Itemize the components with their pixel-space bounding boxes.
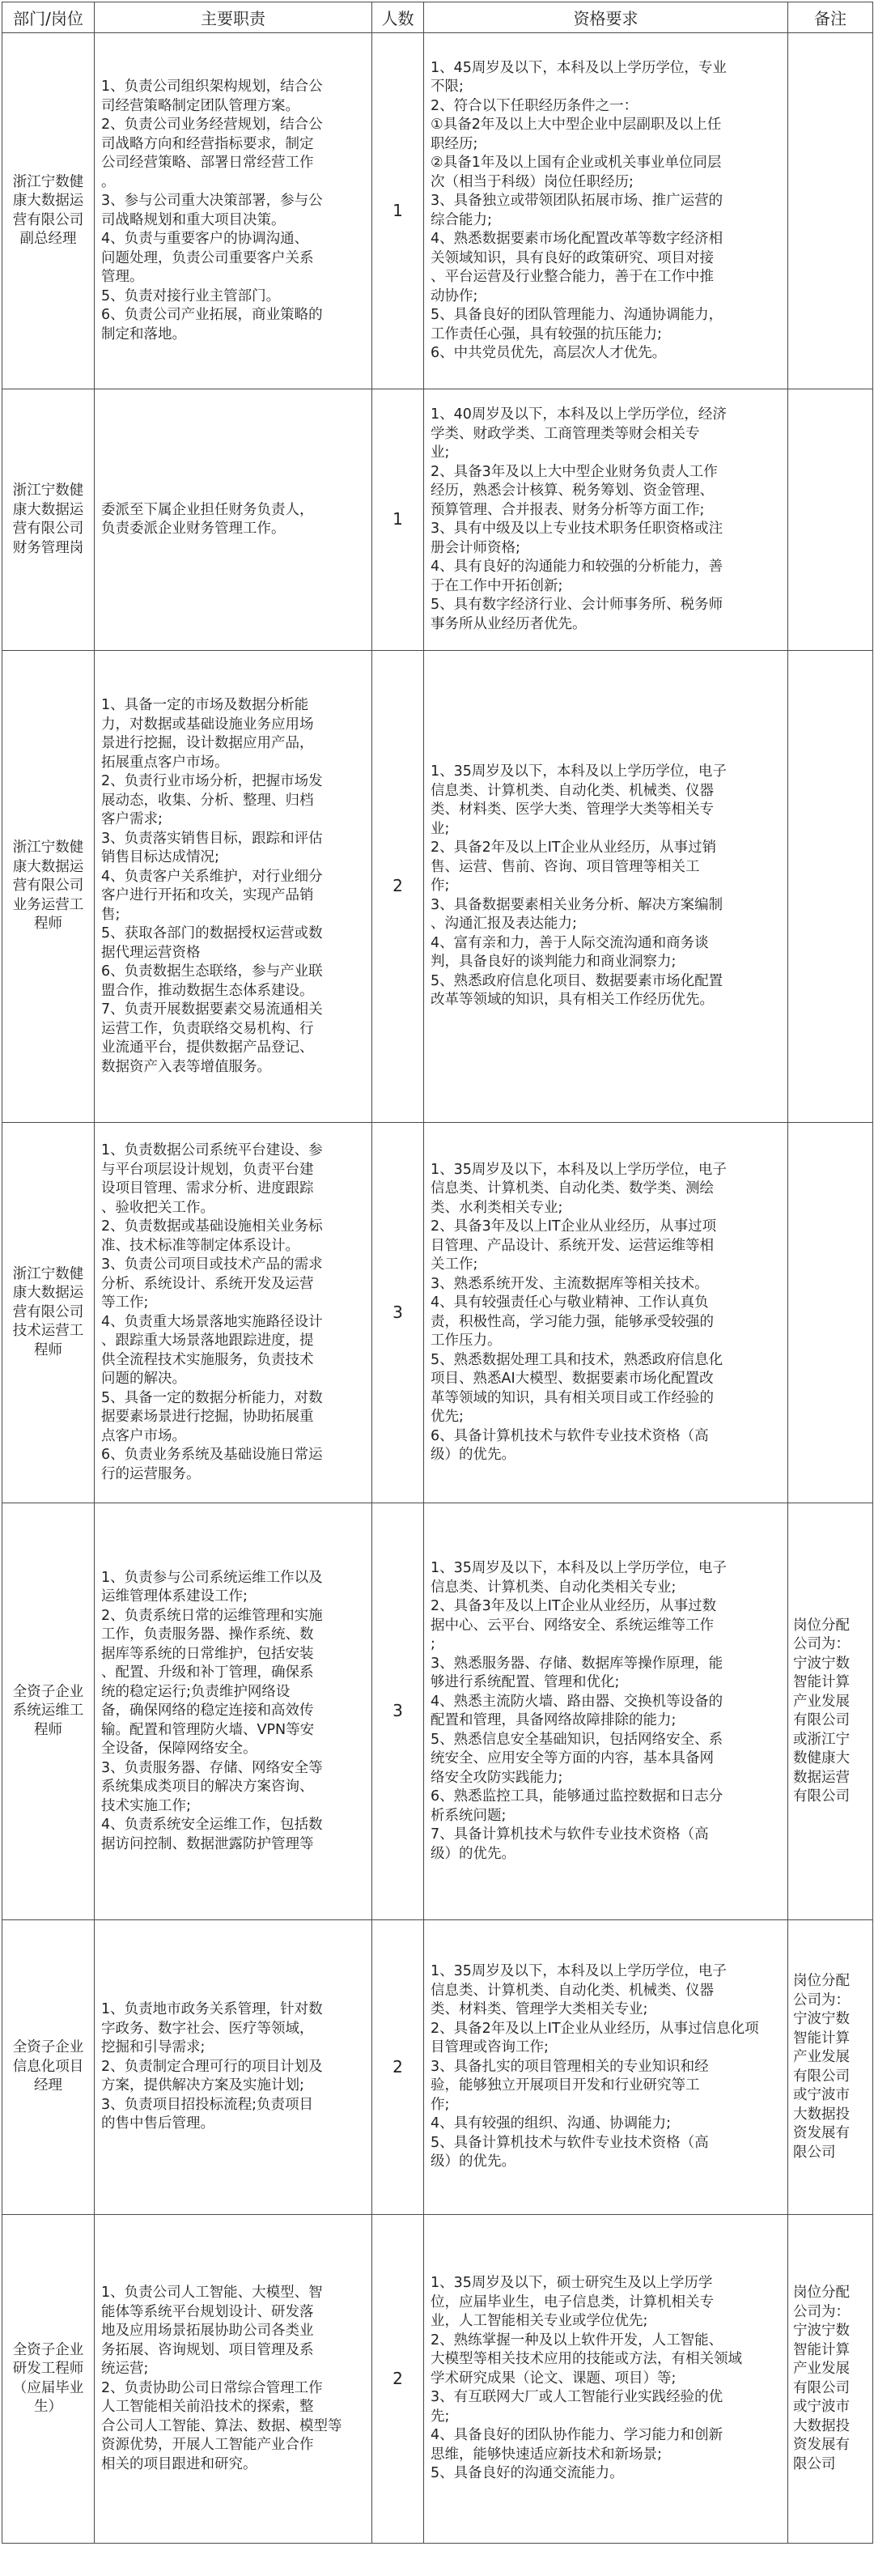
requirements-line: 经历，熟悉会计核算、税务筹划、资金管理、 [431,482,714,499]
requirements-line: 1、35周岁及以下，本科及以上学历学位，电子 [431,1161,727,1178]
requirements-line: 5、熟悉信息安全基础知识，包括网络安全、系 [431,1731,723,1748]
notes-cell [788,1503,873,1920]
duties-line: 景进行挖掘，设计数据应用产品， [101,735,314,751]
requirements-cell [424,389,788,651]
duties-line: 拓展重点客户市场。 [101,754,229,771]
requirements-line: 信息类、计算机类、自动化类、机械类、仪器 [431,1982,714,1999]
duties-line: 据访问控制、数据泄露防护管理等 [101,1835,314,1852]
requirements-line: 够进行系统配置、管理和优化; [431,1674,620,1690]
requirements-line: 业，人工智能相关专业或学位优先; [431,2313,648,2330]
requirements-cell [424,1123,788,1503]
notes-line: 岗位分配 [793,2285,850,2301]
notes-line: 有限公司 [793,1788,850,1804]
requirements-line: 统安全、应用安全等方面的内容，基本具备网 [431,1750,714,1766]
notes-cell [788,389,873,651]
notes-line: 有限公司 [793,1712,850,1728]
duties-line: 6、负责数据生态联络，参与产业联 [101,963,323,980]
requirements-line: 关领域知识，具有良好的政策研究、项目对接 [431,249,714,266]
table-body [2,33,873,2544]
requirements-line: 1、35周岁及以下，本科及以上学历学位，电子 [431,1963,727,1980]
notes-line: 智能计算 [793,1674,850,1690]
duties-line: 备，确保网络的稳定连接和高效传 [101,1702,314,1719]
requirements-line: 5、具备计算机技术与软件专业技术资格（高 [431,2134,709,2151]
duties-line: 人工智能相关前沿技术的探索，整 [101,2399,314,2415]
count-cell: 1 [372,33,424,389]
duties-line: 3、负责项目招投标流程;负责项目 [101,2096,314,2113]
duties-line: 3、负责公司项目或技术产品的需求 [101,1256,323,1273]
dept-line: （应届毕业 [12,2379,84,2396]
duties-line: 管理。 [101,269,144,285]
requirements-line: 工作压力。 [431,1333,502,1349]
requirements-line: 6、中共党员优先，高层次人才优先。 [431,345,667,361]
count-cell: 3 [372,1503,424,1920]
count-cell: 2 [372,1920,424,2215]
requirements-line: 学术研究成果（论文、课题、项目）等; [431,2370,677,2387]
requirements-line: 、沟通汇报及表达能力; [431,916,577,933]
requirements-line: 4、富有亲和力，善于人际交流沟通和商务谈 [431,934,709,951]
notes-cell [788,1123,873,1503]
duties-line: 运营工作，负责联络交易机构、行 [101,1020,314,1037]
duties-line: 统的稳定运行;负责维护网络设 [101,1683,291,1700]
duties-line: 展动态，收集、分析、整理、归档 [101,792,314,809]
requirements-line: 2、具备3年及以上大中型企业财务负责人工作 [431,463,718,480]
duties-line: 准、技术标准等制定体系设计。 [101,1237,299,1254]
notes-line: 岗位分配 [793,1617,850,1634]
duties-line: 1、负责参与公司系统运维工作以及 [101,1569,323,1586]
notes-line: 宁波宁数 [793,2323,850,2339]
dept-line: 经理 [34,2077,62,2094]
notes-line: 智能计算 [793,2341,850,2358]
duties-line: 、跟踪重大场景落地跟踪进度，提 [101,1333,314,1349]
notes-line: 或宁波市 [793,2087,850,2103]
dept-line: 康大数据运 [12,193,84,209]
duties-line: 1、负责地市政务关系管理，针对数 [101,2001,323,2018]
count-cell: 3 [372,1123,424,1503]
duties-cell [95,1123,372,1503]
duties-line: 7、负责开展数据要素交易流通相关 [101,1001,323,1018]
table-row [2,1503,873,1920]
requirements-line: 判，具备良好的谈判能力和商业洞察力; [431,954,677,971]
requirements-line: 业; [431,444,450,461]
duties-line: 地及应用场景拓展协助公司各类业 [101,2323,314,2339]
requirements-line: 1、35周岁及以下，硕士研究生及以上学历学 [431,2275,713,2292]
notes-line: 或浙江宁 [793,1731,850,1748]
header-requirements: 资格要求 [424,2,788,33]
dept-cell [2,1920,95,2215]
notes-cell [788,2215,873,2544]
requirements-line: 项目、熟悉AI大模型、数据要素市场化配置改 [431,1371,714,1387]
requirements-line: 类、水利类相关专业; [431,1199,563,1216]
requirements-line: 预算管理、合并报表、财务分析等方面工作; [431,501,705,518]
requirements-line: 3、具有中级及以上专业技术职务任职资格或注 [431,521,723,537]
header-notes: 备注 [788,2,873,33]
table-row [2,651,873,1123]
requirements-line: 1、35周岁及以下，本科及以上学历学位，电子 [431,763,727,780]
dept-line: 康大数据运 [12,1285,84,1302]
duties-line: 据要素场景进行挖掘，协助拓展重 [101,1409,314,1425]
duties-line: 委派至下属企业担任财务负责人， [101,501,314,518]
duties-line: 与平台项层设计规划，负责平台建 [101,1161,314,1178]
count-cell: 2 [372,2215,424,2544]
requirements-line: 4、熟悉数据要素市场化配置改革等数字经济相 [431,231,723,247]
notes-cell [788,1920,873,2215]
dept-cell [2,1123,95,1503]
requirements-line: ①具备2年及以上大中型企业中层副职及以上任 [431,117,722,133]
requirements-cell [424,1920,788,2215]
dept-cell [2,651,95,1123]
duties-line: 技术实施工作; [101,1797,191,1814]
dept-cell [2,2215,95,2544]
duties-line: 6、负责公司产业拓展，商业策略的 [101,307,323,323]
requirements-line: 关工作; [431,1256,478,1273]
requirements-line: 5、熟悉数据处理工具和技术，熟悉政府信息化 [431,1351,723,1368]
recruitment-table [2,2,873,2544]
duties-line: 4、负责与重要客户的协调沟通、 [101,231,309,247]
duties-line: 3、负责服务器、存储、网络安全等 [101,1759,323,1776]
duties-cell [95,2215,372,2544]
requirements-cell [424,33,788,389]
duties-line: 等工作; [101,1294,149,1311]
requirements-line: 职经历; [431,135,478,152]
notes-line: 产业发展 [793,2049,850,2065]
duties-line: 2、负责制定合理可行的项目计划及 [101,2058,323,2075]
duties-line: 合公司人工智能、算法、数据、模型等 [101,2417,342,2434]
duties-line: 5、获取各部门的数据授权运营或数 [101,925,323,942]
duties-line: 4、负责重大场景落地实施路径设计 [101,1313,323,1330]
dept-line: 营有限公司 [12,211,84,228]
requirements-line: 络安全攻防实践能力; [431,1769,563,1786]
duties-line: 业流通平台，提供数据产品登记、 [101,1039,314,1056]
duties-line: 。 [101,173,116,190]
notes-line: 资发展有 [793,2125,850,2141]
notes-line: 数健康大 [793,1750,850,1766]
duties-line: 点客户市场。 [101,1427,186,1444]
header-count: 人数 [372,2,424,33]
requirements-line: 责，积极性高，学习能力强，能够承受较强的 [431,1313,714,1330]
dept-cell [2,1503,95,1920]
notes-line: 或宁波市 [793,2399,850,2415]
duties-line: 盟合作，推动数据生态体系建设。 [101,982,314,999]
requirements-line: 作; [431,878,450,895]
notes-line: 智能计算 [793,2030,850,2047]
duties-line: 方案，提供解决方案及实施计划; [101,2077,304,2094]
requirements-line: 5、具备良好的团队管理能力、沟通协调能力， [431,307,723,323]
duties-line: 务拓展、咨询规划、项目管理及系 [101,2341,314,2358]
dept-line: 营有限公司 [12,878,84,895]
duties-line: 挖掘和引导需求; [101,2039,206,2056]
duties-line: 供全流程技术实施服务，负责技术 [101,1351,314,1368]
requirements-line: 册会计师资格; [431,539,520,556]
count-cell: 1 [372,389,424,651]
requirements-line: 事务所从业经历者优先。 [431,615,587,632]
requirements-cell [424,651,788,1123]
requirements-line: 2、符合以下任职经历条件之一： [431,97,639,114]
requirements-cell [424,1503,788,1920]
dept-line: 康大数据运 [12,501,84,518]
notes-line: 产业发展 [793,1693,850,1710]
duties-line: 设项目管理、需求分析、进度跟踪 [101,1180,314,1197]
dept-line: 浙江宁数健 [12,482,84,499]
duties-line: 运维管理体系建设工作; [101,1588,248,1605]
requirements-line: 信息类、计算机类、自动化类、机械类、仪器 [431,782,714,799]
requirements-line: 3、具备独立或带领团队拓展市场、推广运营的 [431,193,723,209]
dept-line: 营有限公司 [12,521,84,537]
duties-line: 5、负责对接行业主管部门。 [101,287,281,304]
notes-line: 资发展有 [793,2437,850,2453]
header-dept: 部门/岗位 [2,2,95,33]
requirements-line: 2、熟练掌握一种及以上软件开发，人工智能、 [431,2332,723,2349]
requirements-line: 4、熟悉主流防火墙、路由器、交换机等设备的 [431,1693,723,1710]
notes-line: 有限公司 [793,2379,850,2396]
requirements-line: 动协作; [431,287,478,304]
notes-line: 限公司 [793,2144,836,2161]
requirements-line: 综合能力; [431,211,492,228]
duties-line: 2、负责协助公司日常综合管理工作 [101,2379,323,2396]
duties-line: 负责委派企业财务管理工作。 [101,521,286,537]
table-row [2,1920,873,2215]
notes-line: 限公司 [793,2455,836,2472]
notes-line: 公司为： [793,2303,850,2320]
requirements-line: 5、具有数字经济行业、会计师事务所、税务师 [431,597,723,613]
requirements-line: 业; [431,820,450,837]
requirements-line: 1、35周岁及以下，本科及以上学历学位，电子 [431,1560,727,1576]
duties-line: 制定和落地。 [101,325,186,342]
duties-line: 客户进行开拓和攻关，实现产品销 [101,887,314,903]
requirements-line: 级）的优先。 [431,1447,515,1463]
requirements-line: 作; [431,2096,450,2113]
dept-line: 程师 [34,1341,62,1358]
duties-line: 6、负责业务系统及基础设施日常运 [101,1447,323,1463]
requirements-line: 3、具备扎实的项目管理相关的专业知识和经 [431,2058,709,2075]
notes-line: 产业发展 [793,2361,850,2377]
notes-line: 宁波宁数 [793,1655,850,1672]
requirements-line: 次（相当于科级）岗位任职经历; [431,173,634,190]
notes-cell [788,33,873,389]
notes-line: 数据运营 [793,1769,850,1786]
dept-line: 业务运营工 [12,896,84,913]
requirements-line: 2、具备3年及以上IT企业从业经历，从事过数 [431,1598,717,1614]
duties-line: 能体等系统平台规划设计、研发落 [101,2303,314,2320]
requirements-line: 4、具有较强的组织、沟通、协调能力; [431,2115,672,2132]
requirements-line: 3、熟悉服务器、存储、数据库等操作原理，能 [431,1655,723,1672]
requirements-line: 2、具备2年及以上IT企业从业经历，从事过信息化项 [431,2020,759,2037]
requirements-line: 1、45周岁及以下，本科及以上学历学位，专业 [431,59,727,76]
duties-line: 4、负责客户关系维护，对行业细分 [101,868,323,885]
requirements-line: 3、具备数据要素相关业务分析、解决方案编制 [431,896,723,913]
requirements-line: 信息类、计算机类、自动化类相关专业; [431,1579,677,1596]
notes-line: 公司为： [793,1636,850,1652]
dept-line: 营有限公司 [12,1303,84,1320]
duties-cell [95,389,372,651]
duties-line: 2、负责数据或基础设施相关业务标 [101,1218,323,1235]
duties-line: 输。配置和管理防火墙、VPN等安 [101,1721,315,1738]
requirements-line: 析系统问题; [431,1807,507,1824]
notes-cell [788,651,873,1123]
duties-line: 全设备，保障网络安全。 [101,1741,257,1758]
duties-line: 客户需求; [101,811,163,827]
duties-line: 资源优势，开展人工智能产业合作 [101,2437,314,2453]
duties-line: 系统集成类项目的解决方案咨询、 [101,1779,314,1796]
notes-line: 大数据投 [793,2106,850,2123]
dept-line: 全资子企业 [12,2341,84,2358]
notes-line: 有限公司 [793,2068,850,2085]
duties-line: 数据资产入表等增值服务。 [101,1058,271,1075]
requirements-line: 1、40周岁及以下，本科及以上学历学位，经济 [431,406,727,423]
duties-line: 2、负责行业市场分析，把握市场发 [101,773,323,789]
requirements-line: 据中心、云平台、网络安全、系统运维等工作 [431,1617,714,1634]
duties-line: 1、负责公司人工智能、大模型、智 [101,2285,323,2301]
requirements-line: 6、具备计算机技术与软件专业技术资格（高 [431,1427,709,1444]
dept-line: 康大数据运 [12,858,84,875]
dept-line: 程师 [34,916,62,933]
duties-cell [95,33,372,389]
requirements-line: 4、具有良好的沟通能力和较强的分析能力，善 [431,559,723,575]
requirements-line: 信息类、计算机类、自动化类、数学类、测绘 [431,1180,714,1197]
dept-cell [2,389,95,651]
duties-cell [95,1920,372,2215]
requirements-line: 级）的优先。 [431,2153,515,2170]
duties-line: 1、负责公司组织架构规划，结合公 [101,79,323,95]
duties-line: 3、负责落实销售目标，跟踪和评估 [101,830,323,847]
dept-line: 浙江宁数健 [12,840,84,857]
recruitment-table-page [0,2,874,2576]
duties-line: 据代理运营资格 [101,944,201,961]
requirements-line: 目管理、产品设计、系统开发、运营运维等相 [431,1237,714,1254]
dept-line: 研发工程师 [12,2361,84,2377]
duties-line: 据库等系统的日常维护，包括安装 [101,1645,314,1662]
dept-line: 技术运营工 [12,1323,84,1340]
requirements-cell [424,2215,788,2544]
dept-line: 系统运维工 [12,1702,84,1719]
header-row [2,2,873,33]
requirements-line: 6、熟悉监控工具，能够通过监控数据和日志分 [431,1788,723,1804]
duties-line: 统运营; [101,2361,149,2377]
dept-line: 浙江宁数健 [12,173,84,190]
requirements-line: 类、材料类、医学大类、管理学大类等相关专 [431,801,714,818]
requirements-line: 、平台运营及行业整合能力，善于在工作中推 [431,269,714,285]
requirements-line: 不限; [431,79,464,95]
requirements-line: ; [431,1636,435,1652]
duties-cell [95,1503,372,1920]
requirements-line: 4、具备良好的团队协作能力、学习能力和创新 [431,2427,723,2444]
duties-line: 字政务、数字社会、医疗等领域， [101,2020,314,2037]
requirements-line: 位，应届毕业生，电子信息类，计算机相关专 [431,2293,714,2310]
notes-line: 公司为： [793,1992,850,2009]
requirements-line: 3、熟悉系统开发、主流数据库等相关技术。 [431,1275,709,1292]
requirements-line: 于在工作中开拓创新; [431,577,563,594]
requirements-line: 优先; [431,1409,464,1425]
duties-line: 、配置、升级和补丁管理，确保系 [101,1664,314,1681]
requirements-line: 类、材料类、管理学大类相关专业; [431,2001,648,2018]
duties-line: 4、负责系统安全运维工作，包括数 [101,1817,323,1834]
requirements-line: 验，能够独立开展项目开发和行业研究等工 [431,2077,700,2094]
duties-line: 1、具备一定的市场及数据分析能 [101,697,309,713]
duties-line: 司战略规划和重大项目决策。 [101,211,286,228]
duties-line: 相关的项目跟进和研究。 [101,2455,257,2472]
duties-line: 售; [101,906,121,923]
requirements-line: 5、具备良好的沟通交流能力。 [431,2465,624,2482]
duties-line: 的售中售后管理。 [101,2115,214,2132]
header-duties: 主要职责 [95,2,372,33]
requirements-line: 革等领域的知识，具有相关项目或工作经验的 [431,1389,714,1406]
table-row [2,389,873,651]
dept-line: 程师 [34,1721,62,1738]
dept-line: 浙江宁数健 [12,1265,84,1282]
duties-line: 3、参与公司重大决策部署，参与公 [101,193,323,209]
duties-line: 行的运营服务。 [101,1465,201,1482]
dept-cell [2,33,95,389]
duties-line: 力，对数据或基础设施业务应用场 [101,716,314,733]
requirements-line: 2、具备2年及以上IT企业从业经历，从事过销 [431,840,717,857]
requirements-line: 目管理或咨询工作; [431,2039,549,2056]
duties-line: 销售目标达成情况; [101,849,219,865]
duties-line: 问题处理，负责公司重要客户关系 [101,249,314,266]
requirements-line: 配置和管理，具备网络故障排除的能力; [431,1712,677,1728]
dept-line: 全资子企业 [12,2039,84,2056]
dept-line: 全资子企业 [12,1683,84,1700]
table-row [2,1123,873,1503]
requirements-line: 改革等领域的知识，具有相关工作经历优先。 [431,992,714,1009]
duties-line: 1、负责数据公司系统平台建设、参 [101,1142,323,1158]
requirements-line: 7、具备计算机技术与软件专业技术资格（高 [431,1826,709,1843]
requirements-line: 级）的优先。 [431,1845,515,1862]
notes-line: 岗位分配 [793,1973,850,1989]
duties-line: 司战略方向和经营指标要求，制定 [101,135,314,152]
requirements-line: 售、运营、售前、咨询、项目管理等相关工 [431,858,700,875]
duties-cell [95,651,372,1123]
duties-line: 问题的解决。 [101,1371,186,1387]
duties-line: 5、具备一定的数据分析能力，对数 [101,1389,323,1406]
duties-line: 公司经营策略、部署日常经营工作 [101,155,314,171]
notes-line: 宁波宁数 [793,2011,850,2027]
count-cell: 2 [372,651,424,1123]
table-row [2,33,873,389]
requirements-line: 先; [431,2408,450,2425]
requirements-line: 学类、财政学类、工商管理类等财会相关专 [431,425,700,442]
duties-line: 、验收把关工作。 [101,1199,214,1216]
duties-line: 2、负责系统日常的运维管理和实施 [101,1607,323,1624]
duties-line: 分析、系统设计、系统开发及运营 [101,1275,314,1292]
duties-line: 司经营策略制定团队管理方案。 [101,97,299,114]
requirements-line: 3、有互联网大厂或人工智能行业实践经验的优 [431,2389,723,2406]
dept-line: 信息化项目 [12,2058,84,2075]
requirements-line: 2、具备3年及以上IT企业从业经历，从事过项 [431,1218,717,1235]
dept-line: 副总经理 [19,231,77,247]
requirements-line: 大模型等相关技术应用的技能或方法，有相关领域 [431,2351,742,2368]
requirements-line: ②具备1年及以上国有企业或机关事业单位同层 [431,155,722,171]
dept-line: 生） [34,2399,62,2415]
requirements-line: 5、熟悉政府信息化项目、数据要素市场化配置 [431,972,723,989]
requirements-line: 思维，能够快速适应新技术和新场景; [431,2446,662,2463]
duties-line: 工作，负责服务器、操作系统、数 [101,1626,314,1643]
dept-line: 财务管理岗 [12,539,84,556]
requirements-line: 工作责任心强，具有较强的抗压能力; [431,325,662,342]
requirements-line: 4、具有较强责任心与敬业精神、工作认真负 [431,1294,709,1311]
table-row [2,2215,873,2544]
notes-line: 大数据投 [793,2417,850,2434]
duties-line: 2、负责公司业务经营规划，结合公 [101,117,323,133]
